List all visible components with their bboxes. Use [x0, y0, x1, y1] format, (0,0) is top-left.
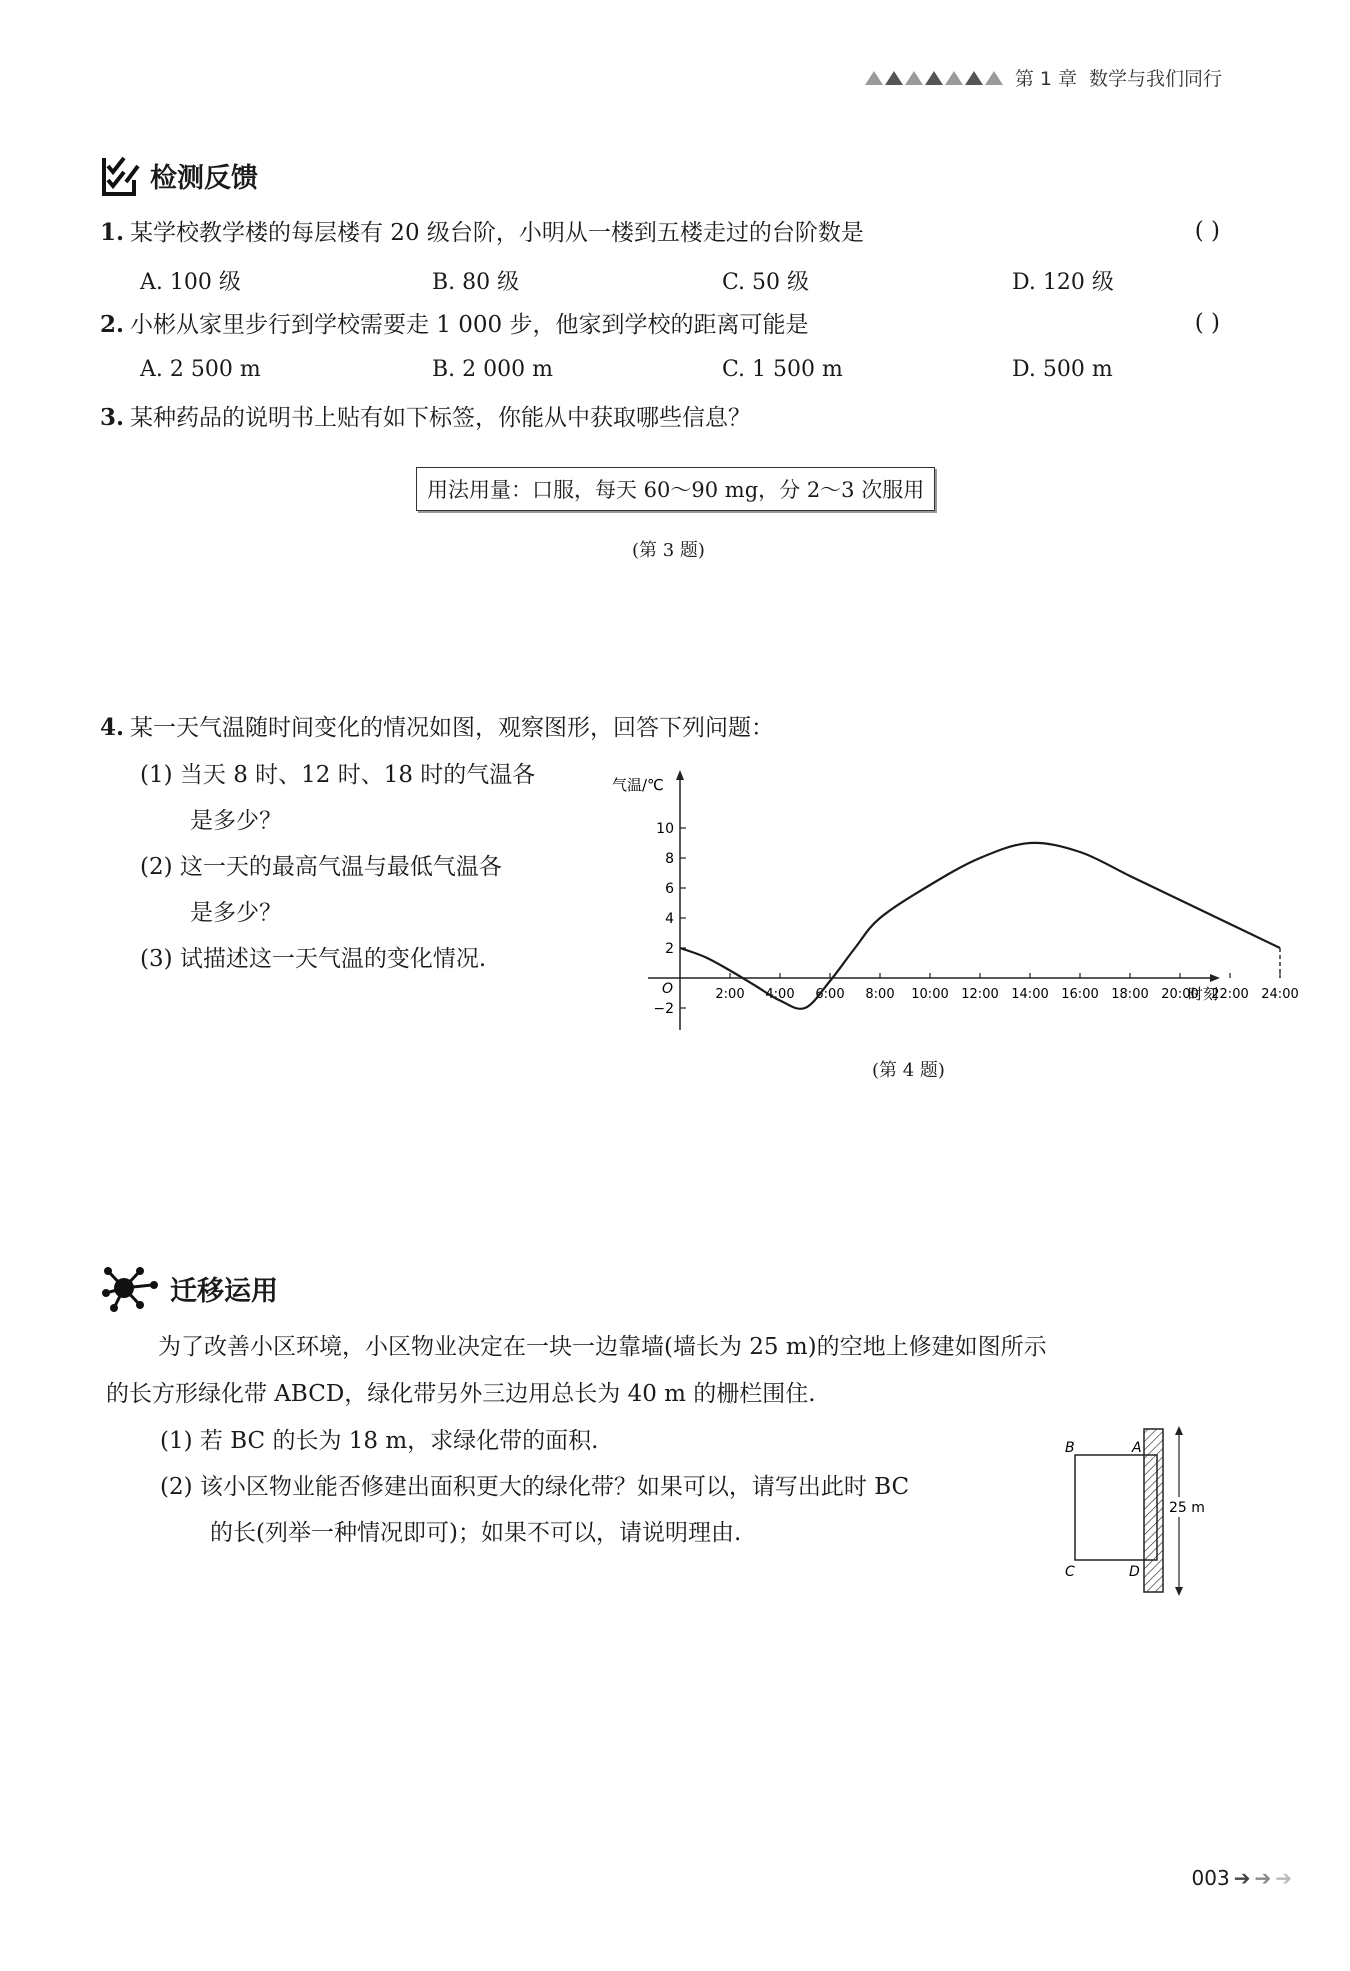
medicine-label: 用法用量：口服，每天 60～90 mg，分 2～3 次服用 — [416, 467, 935, 511]
question-text: 某种药品的说明书上贴有如下标签，你能从中获取哪些信息？ — [130, 405, 751, 431]
question-text: 某一天气温随时间变化的情况如图，观察图形，回答下列问题： — [130, 715, 774, 741]
question-number: 1. — [100, 219, 125, 246]
figure-caption: (第 4 题) — [872, 1060, 945, 1081]
vertex-a-label: A — [1132, 1440, 1142, 1456]
chapter-title: 数学与我们同行 — [1088, 68, 1222, 90]
section-title-feedback — [100, 152, 258, 198]
problem-line-2: 的长方形绿化带 ABCD，绿化带另外三边用总长为 40 m 的栅栏围住. — [106, 1381, 816, 1407]
option-b: B. 2 000 m — [432, 357, 553, 382]
arrow-icon: ➔ — [1233, 1866, 1251, 1890]
figure-caption: (第 3 题) — [632, 540, 705, 561]
sub-question-1b: 是多少？ — [190, 808, 282, 834]
question-text: 小彬从家里步行到学校需要走 1 000 步，他家到学校的距离可能是 — [130, 312, 809, 338]
sub-question-3: (3) 试描述这一天气温的变化情况. — [140, 946, 487, 972]
sub-question-2a: (2) 这一天的最高气温与最低气温各 — [140, 854, 502, 880]
wall-hatched — [1144, 1429, 1163, 1592]
option-c: C. 50 级 — [722, 270, 810, 295]
x-axis-label: 时刻 — [1188, 985, 1219, 1003]
problem-line-1: 为了改善小区环境，小区物业决定在一块一边靠墙(墙长为 25 m)的空地上修建如图所示 — [158, 1334, 1047, 1360]
answer-blank: ( ) — [1194, 218, 1220, 244]
question-4 — [100, 713, 774, 743]
x-tick-label: 10:00 — [911, 987, 949, 1002]
y-axis-label: 气温/℃ — [612, 776, 664, 794]
sub-question-1: (1) 若 BC 的长为 18 m，求绿化带的面积. — [160, 1428, 599, 1454]
answer-blank: ( ) — [1194, 310, 1220, 336]
question-number: 2. — [100, 311, 125, 338]
option-a: A. 2 500 m — [140, 357, 261, 382]
sub-question-1a: (1) 当天 8 时、12 时、18 时的气温各 — [140, 762, 536, 788]
vertex-c-label: C — [1065, 1564, 1075, 1580]
option-c: C. 1 500 m — [722, 357, 843, 382]
page-number — [1192, 1866, 1292, 1890]
sub-question-2b: 的长(列举一种情况即可)；如果不可以，请说明理由. — [210, 1520, 742, 1546]
option-d: D. 500 m — [1012, 357, 1113, 382]
section-title-text: 迁移运用 — [170, 1275, 278, 1307]
x-tick-label: 6:00 — [815, 987, 845, 1002]
x-tick-label: 16:00 — [1061, 987, 1099, 1002]
page-header — [865, 64, 1222, 91]
x-tick-label: 14:00 — [1011, 987, 1049, 1002]
y-tick-label: 6 — [665, 881, 674, 897]
option-d: D. 120 级 — [1012, 270, 1114, 295]
temperature-chart — [600, 765, 1299, 1040]
origin-label: O — [662, 981, 674, 997]
section-title-application — [100, 1263, 278, 1313]
x-tick-label: 18:00 — [1111, 987, 1149, 1002]
arrow-icon: ➔ — [1275, 1866, 1292, 1890]
option-b: B. 80 级 — [432, 270, 520, 295]
y-tick-label: −2 — [653, 1001, 674, 1017]
sub-question-2b: 是多少？ — [190, 900, 282, 926]
y-tick-label: 4 — [665, 911, 674, 927]
x-tick-label: 12:00 — [961, 987, 999, 1002]
question-number: 4. — [100, 714, 125, 741]
temperature-series-line — [680, 843, 1280, 1009]
x-tick-label: 20:00 — [1161, 987, 1199, 1002]
question-number: 3. — [100, 404, 125, 431]
sub-question-2a: (2) 该小区物业能否修建出面积更大的绿化带？如果可以，请写出此时 BC — [160, 1474, 910, 1500]
x-tick-label: 4:00 — [765, 987, 795, 1002]
network-icon — [100, 1263, 160, 1313]
checklist-icon — [100, 152, 140, 198]
wall-length-label: 25 m — [1169, 1500, 1205, 1516]
question-3 — [100, 403, 751, 433]
x-tick-label: 2:00 — [715, 987, 745, 1002]
option-a: A. 100 级 — [140, 270, 241, 295]
question-2 — [100, 310, 808, 340]
question-text: 某学校教学楼的每层楼有 20 级台阶，小明从一楼到五楼走过的台阶数是 — [130, 220, 864, 246]
arrow-icon: ➔ — [1254, 1866, 1272, 1890]
chapter-label: 第 1 章 — [1014, 68, 1077, 90]
page-number-text: 003 — [1191, 1866, 1230, 1890]
section-title-text: 检测反馈 — [150, 162, 258, 194]
x-tick-label: 8:00 — [865, 987, 895, 1002]
vertex-d-label: D — [1129, 1564, 1140, 1580]
y-tick-label: 8 — [665, 851, 674, 867]
triangle-decoration-icon — [865, 71, 1003, 85]
x-tick-label: 22:00 — [1211, 987, 1249, 1002]
x-tick-label: 24:00 — [1261, 987, 1299, 1002]
question-1 — [100, 218, 864, 248]
rectangle-figure — [1055, 1420, 1230, 1600]
y-tick-label: 10 — [656, 821, 674, 837]
y-tick-label: 2 — [665, 941, 674, 957]
vertex-b-label: B — [1065, 1440, 1075, 1456]
